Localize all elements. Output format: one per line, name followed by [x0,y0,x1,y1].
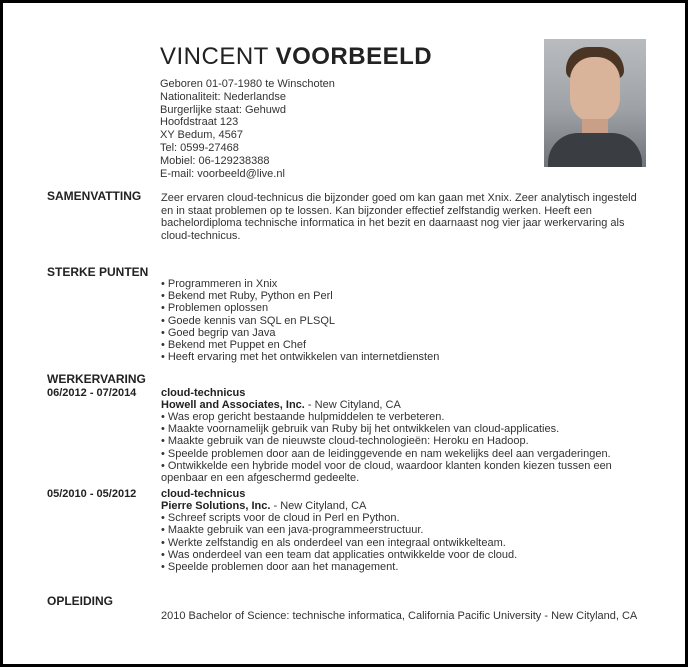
list-item: • Maakte voornamelijk gebruik van Ruby bij het ontwikkelen van cloud-applicaties. [161,423,647,435]
list-item: • Was onderdeel van een team dat applicaties ontwikkelde voor de cloud. [161,549,647,561]
list-item: • Schreef scripts voor de cloud in Perl en Python. [161,512,647,524]
job-duties [161,411,647,484]
job-company-line [161,399,647,411]
job-entry [47,488,647,574]
contact-block [160,78,530,180]
list-item: • Speelde problemen door aan het management. [161,561,647,573]
job-company: Pierre Solutions, Inc. [161,500,271,513]
experience-body [47,387,647,574]
last-name: VOORBEELD [275,43,433,70]
contact-email: E-mail: voorbeeld@live.nl [160,167,285,180]
list-item: • Heeft ervaring met het ontwikkelen van internetdiensten [161,351,647,363]
job-company-line [161,500,647,512]
list-item: • Ontwikkelde een hybride model voor de cloud, waardoor klanten konden kiezen tussen een openbaar en een afgeschermd gedeelte. [161,460,647,484]
list-item: • Goed begrip van Java [161,327,647,339]
job-entry [47,387,647,485]
profile-photo [544,39,646,167]
list-item: • Maakte gebruik van de nieuwste cloud-technologieën: Heroku en Hadoop. [161,435,647,447]
first-name: VINCENT [160,43,269,70]
strengths-body [161,278,647,363]
list-item: • Maakte gebruik van een java-programmeerstructuur. [161,524,647,536]
photo-shirt [548,133,642,167]
education-text: 2010 Bachelor of Science: technische informatica, California Pacific University - New Cityland, CA [161,610,638,622]
section-title-strengths: STERKE PUNTEN [47,265,149,279]
contact-phone: Tel: 0599-27468 [160,141,239,154]
job-duties [161,512,647,573]
strengths-list [161,278,647,363]
candidate-name [160,43,530,71]
list-item: • Bekend met Puppet en Chef [161,339,647,351]
job-dates: 05/2010 - 05/2012 [47,488,137,501]
contact-birth: Geboren 01-07-1980 te Winschoten [160,78,335,90]
contact-street: Hoofdstraat 123 [160,116,239,129]
job-title: cloud-technicus [161,387,246,399]
list-item: • Programmeren in Xnix [161,278,647,290]
contact-mobile: Mobiel: 06-129238388 [160,154,270,167]
list-item: • Was erop gericht bestaande hulpmiddelen te verbeteren. [161,411,647,423]
contact-nationality: Nationaliteit: Nederlandse [160,90,286,103]
section-title-experience: WERKERVARING [47,372,146,386]
section-title-education: OPLEIDING [47,594,114,608]
resume-header [160,43,530,180]
list-item: • Goede kennis van SQL en PLSQL [161,315,647,327]
contact-marital-status: Burgerlijke staat: Gehuwd [160,103,286,116]
section-title-summary: SAMENVATTING [47,189,142,203]
list-item: • Problemen oplossen [161,302,647,314]
education-body [161,610,647,623]
job-dates: 06/2012 - 07/2014 [47,387,137,399]
job-title: cloud-technicus [161,488,246,501]
list-item: • Speelde problemen door aan de leidinggevende en nam wekelijks deel aan vergaderingen. [161,448,647,460]
summary-text: Zeer ervaren cloud-technicus die bijzonder goed om kan gaan met Xnix. Zeer analytisch ingesteld en in staat problemen op te lossen. Kan bijzonder effectief zelfstandig werken. Heeft een bachelordiploma technische informatica in het bezit en daarnaast nog vier jaar werkervaring als cloud-technicus. [161,192,637,242]
job-company: Howell and Associates, Inc. [161,399,305,411]
list-item: • Bekend met Ruby, Python en Perl [161,290,647,302]
summary-body [161,192,647,242]
contact-city: XY Bedum, 4567 [160,129,243,142]
job-location: - New Cityland, CA [270,500,367,513]
photo-face [570,57,620,123]
job-location: - New Cityland, CA [304,399,401,411]
list-item: • Werkte zelfstandig en als onderdeel van een integraal ontwikkelteam. [161,537,647,549]
